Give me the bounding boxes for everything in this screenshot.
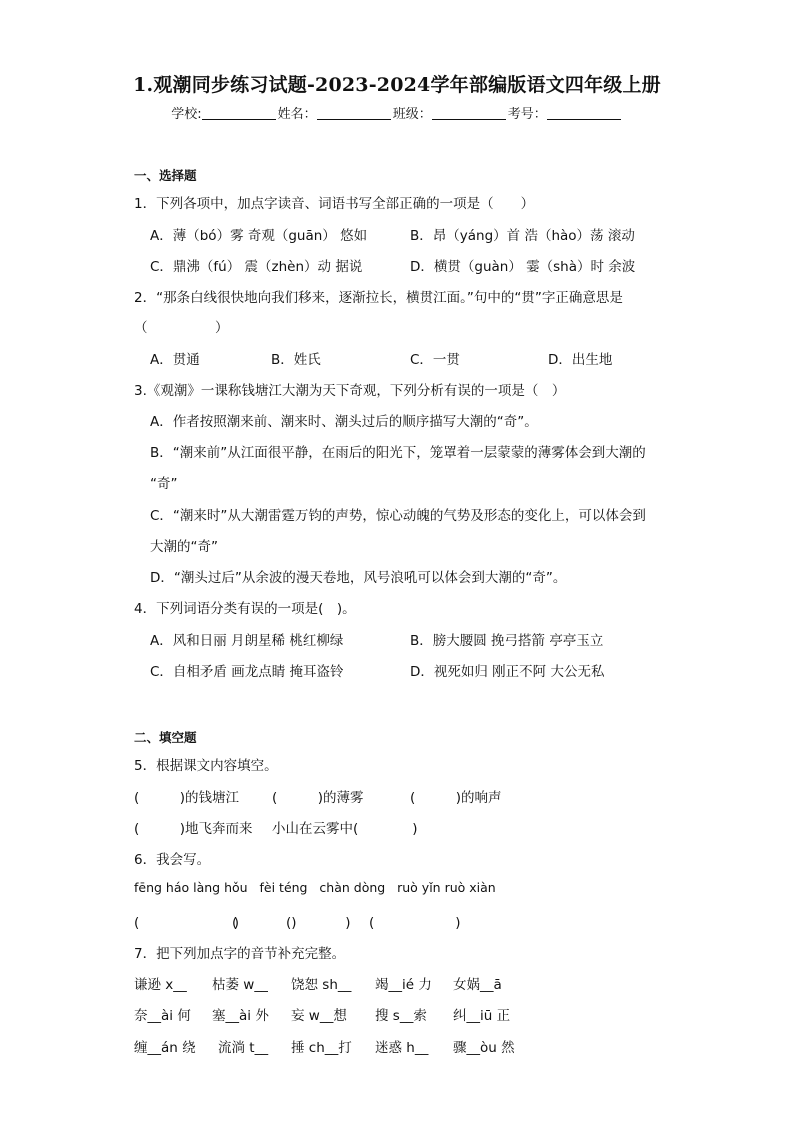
name-blank[interactable]: [317, 107, 391, 120]
question-6-blank-3[interactable]: ( ): [286, 915, 351, 931]
question-3-option-b-line2[interactable]: “奇”: [150, 476, 178, 492]
question-5-stem: 5．根据课文内容填空。: [134, 758, 278, 774]
question-4-stem: 4．下列词语分类有误的一项是( )。: [134, 601, 356, 617]
section-heading-fill: 二、填空题: [134, 730, 197, 745]
question-7-item[interactable]: 纠__iū 正: [453, 1008, 511, 1024]
question-5-blank-5[interactable]: 小山在云雾中( ): [272, 821, 418, 837]
question-3-option-b-line1[interactable]: B．“潮来前”从江面很平静，在雨后的阳光下，笼罩着一层蒙蒙的薄雾体会到大潮的: [150, 445, 646, 461]
question-7-item[interactable]: 塞__ài 外: [212, 1008, 269, 1024]
question-4-option-c[interactable]: C．自相矛盾 画龙点睛 掩耳盗铃: [150, 664, 344, 680]
question-7-item[interactable]: 饶恕 sh__: [291, 977, 352, 993]
question-7-item[interactable]: 捶 ch__打: [291, 1040, 352, 1056]
name-label: 姓名：: [277, 107, 317, 122]
question-2-stem: 2．“那条白线很快地向我们移来，逐渐拉长，横贯江面。”句中的“贯”字正确意思是: [134, 290, 623, 306]
question-5-blank-4[interactable]: ( )地飞奔而来: [134, 821, 253, 837]
question-7-item[interactable]: 枯萎 w__: [212, 977, 268, 993]
question-7-item[interactable]: 妄 w__想: [291, 1008, 347, 1024]
question-1-option-c[interactable]: C．鼎沸（fú） 震（zhèn）动 据说: [150, 259, 363, 275]
question-4-option-b[interactable]: B．膀大腰圆 挽弓搭箭 亭亭玉立: [410, 633, 604, 649]
question-5-blank-3[interactable]: ( )的响声: [410, 790, 502, 806]
page-title: 1.观潮同步练习试题-2023-2024学年部编版语文四年级上册: [133, 74, 661, 96]
question-1-option-d[interactable]: D．横贯（guàn） 霎（shà）时 余波: [410, 259, 636, 275]
question-6-stem: 6．我会写。: [134, 852, 211, 868]
question-7-item[interactable]: 奈__ài 何: [134, 1008, 191, 1024]
question-7-item[interactable]: 迷惑 h__: [375, 1040, 429, 1056]
question-7-item[interactable]: 竭__ié 力: [375, 977, 432, 993]
class-blank[interactable]: [432, 107, 506, 120]
school-blank[interactable]: [202, 107, 276, 120]
school-label: 学校:: [171, 107, 202, 122]
question-7-item[interactable]: 骤__òu 然: [453, 1040, 515, 1056]
question-3-stem: 3.《观潮》一课称钱塘江大潮为天下奇观，下列分析有误的一项是（ ）: [134, 383, 566, 399]
question-3-option-c-line1[interactable]: C．“潮来时”从大潮雷霆万钧的声势，惊心动魄的气势及形态的变化上，可以体会到: [150, 508, 646, 524]
question-6-blank-2[interactable]: ( ): [232, 915, 297, 931]
question-7-item[interactable]: 搜 s__索: [375, 1008, 427, 1024]
question-3-option-d[interactable]: D．“潮头过后”从余波的漫天卷地，风号浪吼可以体会到大潮的“奇”。: [150, 570, 567, 586]
question-4-option-a[interactable]: A．风和日丽 月朗星稀 桃红柳绿: [150, 633, 344, 649]
question-5-blank-1[interactable]: ( )的钱塘江: [134, 790, 240, 806]
student-info-line: [0, 103, 794, 122]
section-heading-choice: 一、选择题: [134, 168, 197, 183]
question-6-pinyin: fēng háo làng hǒu fèi téng chàn dòng ruò yǐn ruò xiàn: [134, 880, 496, 895]
question-3-option-c-line2[interactable]: 大潮的“奇”: [150, 539, 218, 555]
question-7-item[interactable]: 流淌 t__: [218, 1040, 269, 1056]
question-2-option-c[interactable]: C．一贯: [410, 352, 460, 368]
question-2-option-d[interactable]: D．出生地: [548, 352, 613, 368]
question-2-option-b[interactable]: B．姓氏: [271, 352, 321, 368]
question-3-option-a[interactable]: A．作者按照潮来前、潮来时、潮头过后的顺序描写大潮的“奇”。: [150, 414, 538, 430]
question-2-paren: （ ）: [134, 320, 229, 336]
question-6-blank-1[interactable]: ( ): [134, 915, 240, 931]
question-7-item[interactable]: 女娲__ā: [453, 977, 502, 993]
question-1-option-a[interactable]: A．薄（bó）雾 奇观（guān） 悠如: [150, 228, 368, 244]
question-4-option-d[interactable]: D．视死如归 刚正不阿 大公无私: [410, 664, 605, 680]
exam-no-label: 考号：: [507, 107, 547, 122]
question-7-stem: 7．把下列加点字的音节补充完整。: [134, 946, 346, 962]
question-7-item[interactable]: 谦逊 x__: [134, 977, 187, 993]
question-1-stem: 1．下列各项中，加点字读音、词语书写全部正确的一项是（ ）: [134, 196, 535, 212]
question-7-item[interactable]: 缠__án 绕: [134, 1040, 196, 1056]
exam-no-blank[interactable]: [547, 107, 621, 120]
class-label: 班级：: [392, 107, 432, 122]
question-1-option-b[interactable]: B．昂（yáng）首 浩（hào）荡 滚动: [410, 228, 635, 244]
question-5-blank-2[interactable]: ( )的薄雾: [272, 790, 364, 806]
question-6-blank-4[interactable]: ( ): [369, 915, 461, 931]
question-2-option-a[interactable]: A．贯通: [150, 352, 200, 368]
